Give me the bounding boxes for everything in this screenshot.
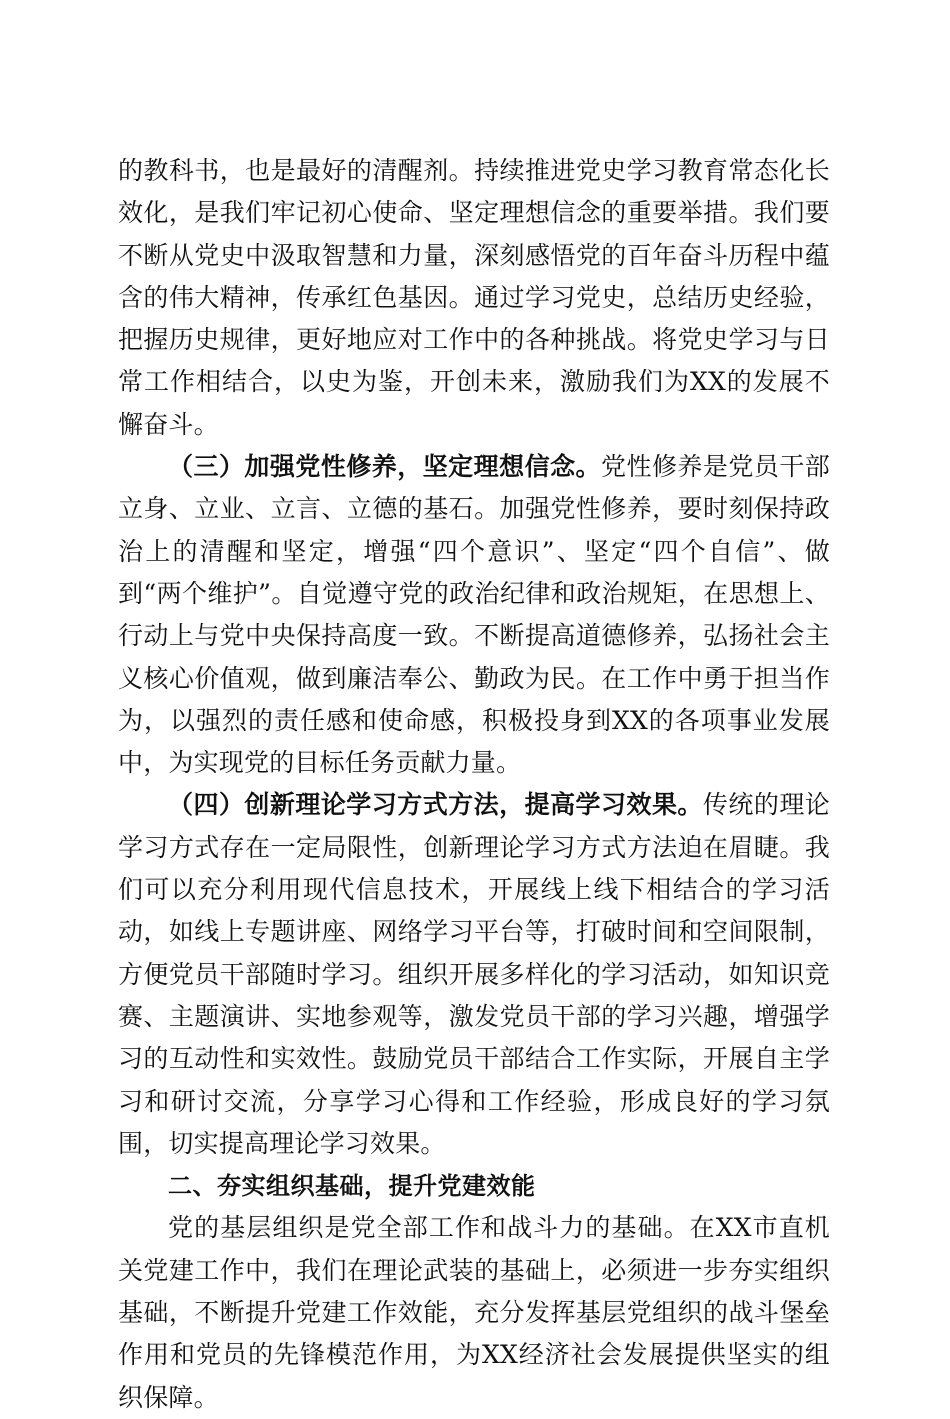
section-three-body: 党性修养是党员干部立身、立业、立言、立德的基石。加强党性修养，要时刻保持政治上的清醒和坚定，增强“四个意识”、坚定“四个自信”、做到“两个维护”。自觉遵守党的政治纪律和政治规矩，在思想上、行动上与党中央保持高度一致。不断提高道德修养，弘扬社会主义核心价值观，做到廉洁奉公、勤政为民。在工作中勇于担当作为，以强烈的责任感和使命感，积极投身到XX的各项事业发展中，为实现党的目标任务贡献力量。 — [118, 452, 830, 778]
section-four-title: （四）创新理论学习方式方法，提高学习效果。 — [168, 790, 703, 820]
continuation-paragraph: 的教科书，也是最好的清醒剂。持续推进党史学习教育常态化长效化，是我们牢记初心使命、坚定理想信念的重要举措。我们要不断从党史中汲取智慧和力量，深刻感悟党的百年奋斗历程中蕴含的伟大精神，传承红色基因。通过学习党史，总结历史经验，把握历史规律，更好地应对工作中的各种挑战。将党史学习与日常工作相结合，以史为鉴，开创未来，激励我们为XX的发展不懈奋斗。 — [118, 156, 830, 439]
part-two-paragraph: 党的基层组织是党全部工作和战斗力的基础。在XX市直机关党建工作中，我们在理论武装的基础上，必须进一步夯实组织基础，不断提升党建工作效能，充分发挥基层党组织的战斗堡垒作用和党员的先锋模范作用，为XX经济社会发展提供坚实的组织保障。 — [118, 1213, 830, 1412]
section-four-paragraph — [118, 784, 830, 1165]
section-three-paragraph — [118, 446, 830, 784]
document-body — [118, 150, 830, 1419]
part-two-heading: 二、夯实组织基础，提升党建效能 — [168, 1172, 536, 1201]
section-three-title: （三）加强党性修养，坚定理想信念。 — [168, 452, 602, 482]
section-four-body: 传统的理论学习方式存在一定局限性，创新理论学习方式方法迫在眉睫。我们可以充分利用现代信息技术，开展线上线下相结合的学习活动，如线上专题讲座、网络学习平台等，打破时间和空间限制，方便党员干部随时学习。组织开展多样化的学习活动，如知识竞赛、主题演讲、实地参观等，激发党员干部的学习兴趣，增强学习的互动性和实效性。鼓励党员干部结合工作实际，开展自主学习和研讨交流，分享学习心得和工作经验，形成良好的学习氛围，切实提高理论学习效果。 — [118, 790, 830, 1158]
